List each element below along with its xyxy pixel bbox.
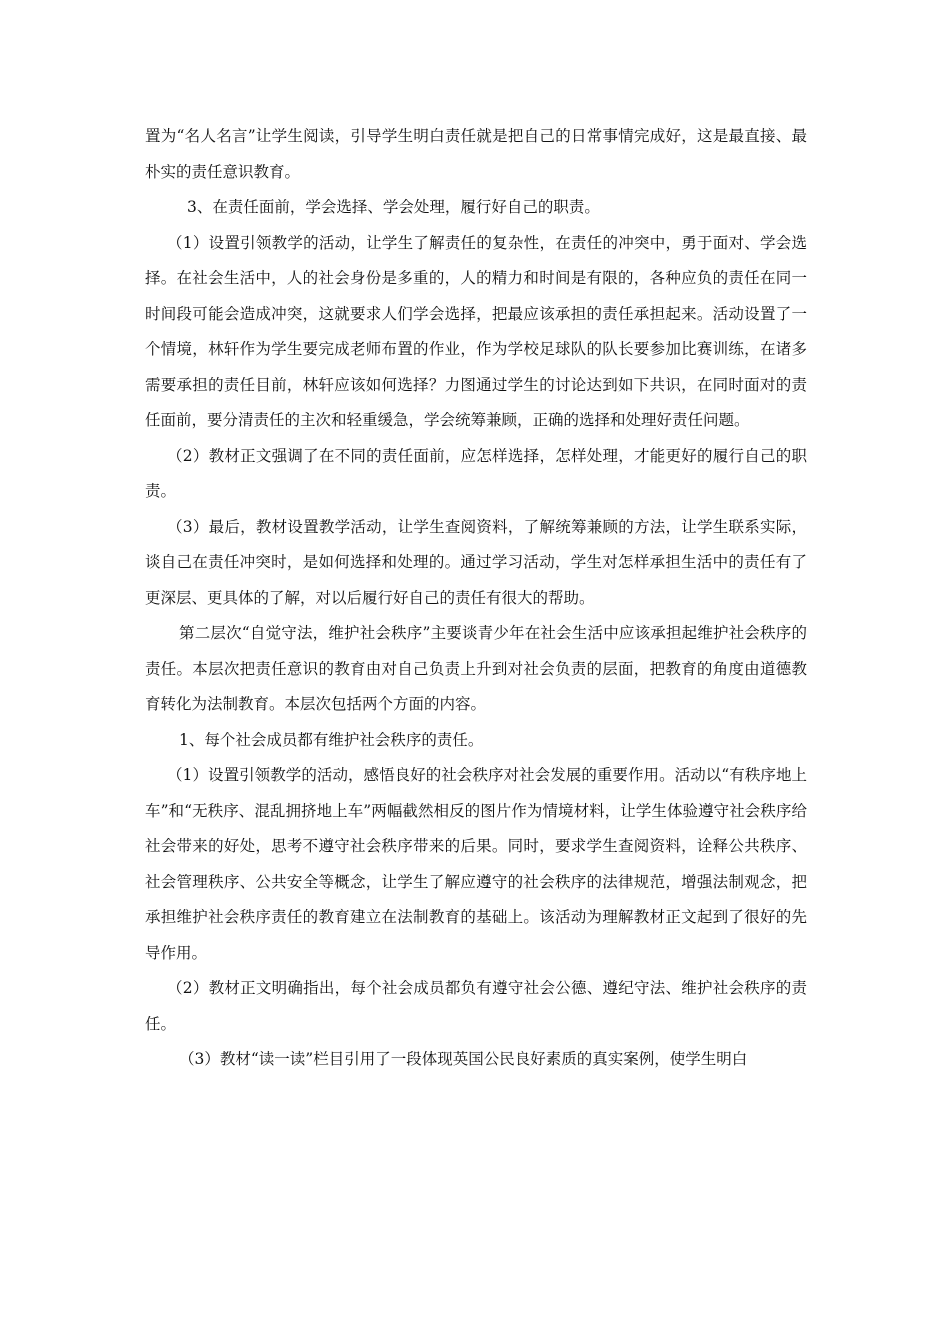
paragraph-level-2-point-1-item-1: （1）设置引领教学的活动，感悟良好的社会秩序对社会发展的重要作用。活动以“有秩序地上车”和“无秩序、混乱拥挤地上车”两幅截然相反的图片作为情境材料，让学生体验遵守社会秩序给社会带来的好处，思考不遵守社会秩序带来的后果。同时，要求学生查阅资料，诠释公共秩序、社会管理秩序、公共安全等概念，让学生了解应遵守的社会秩序的法律规范，增强法制观念，把承担维护社会秩序责任的教育建立在法制教育的基础上。该活动为理解教材正文起到了很好的先导作用。	[145, 766, 807, 962]
paragraph-point-3-item-1: （1）设置引领教学的活动，让学生了解责任的复杂性，在责任的冲突中，勇于面对、学会选择。在社会生活中，人的社会身份是多重的，人的精力和时间是有限的，各种应负的责任在同一时间段可能会造成冲突，这就要求人们学会选择，把最应该承担的责任承担起来。活动设置了一个情境，林轩作为学生要完成老师布置的作业，作为学校足球队的队长要参加比赛训练，在诸多需要承担的责任目前，林轩应该如何选择？力图通过学生的讨论达到如下共识，在同时面对的责任面前，要分清责任的主次和轻重缓急，学会统筹兼顾，正确的选择和处理好责任问题。	[145, 233, 807, 429]
paragraph-level-2-point-1-item-3: （3）教材“读一读”栏目引用了一段体现英国公民良好素质的真实案例，使学生明白	[179, 1050, 748, 1068]
paragraph-level-2-intro: 第二层次“自觉守法，维护社会秩序”主要谈青少年在社会生活中应该承担起维护社会秩序的责任。本层次把责任意识的教育由对自己负责上升到对社会负责的层面，把教育的角度由道德教育转化为法制教育。本层次包括两个方面的内容。	[145, 624, 807, 713]
paragraph-point-3-heading: 3、在责任面前，学会选择、学会处理，履行好自己的职责。	[187, 198, 600, 216]
paragraph-level-2-point-1-heading: 1、每个社会成员都有维护社会秩序的责任。	[179, 730, 484, 749]
paragraph-intro-continuation: 置为“名人名言”让学生阅读，引导学生明白责任就是把自己的日常事情完成好，这是最直接、最朴实的责任意识教育。	[145, 127, 807, 181]
paragraph-point-3-item-3: （3）最后，教材设置教学活动，让学生查阅资料，了解统筹兼顾的方法，让学生联系实际，谈自己在责任冲突时，是如何选择和处理的。通过学习活动，学生对怎样承担生活中的责任有了更深层、更具体的了解，对以后履行好自己的责任有很大的帮助。	[145, 517, 807, 607]
paragraph-point-3-item-2: （2）教材正文强调了在不同的责任面前，应怎样选择，怎样处理，才能更好的履行自己的职责。	[145, 446, 807, 500]
document-page	[145, 119, 807, 1078]
paragraph-level-2-point-1-item-2: （2）教材正文明确指出，每个社会成员都负有遵守社会公德、遵纪守法、维护社会秩序的责任。	[145, 979, 807, 1033]
